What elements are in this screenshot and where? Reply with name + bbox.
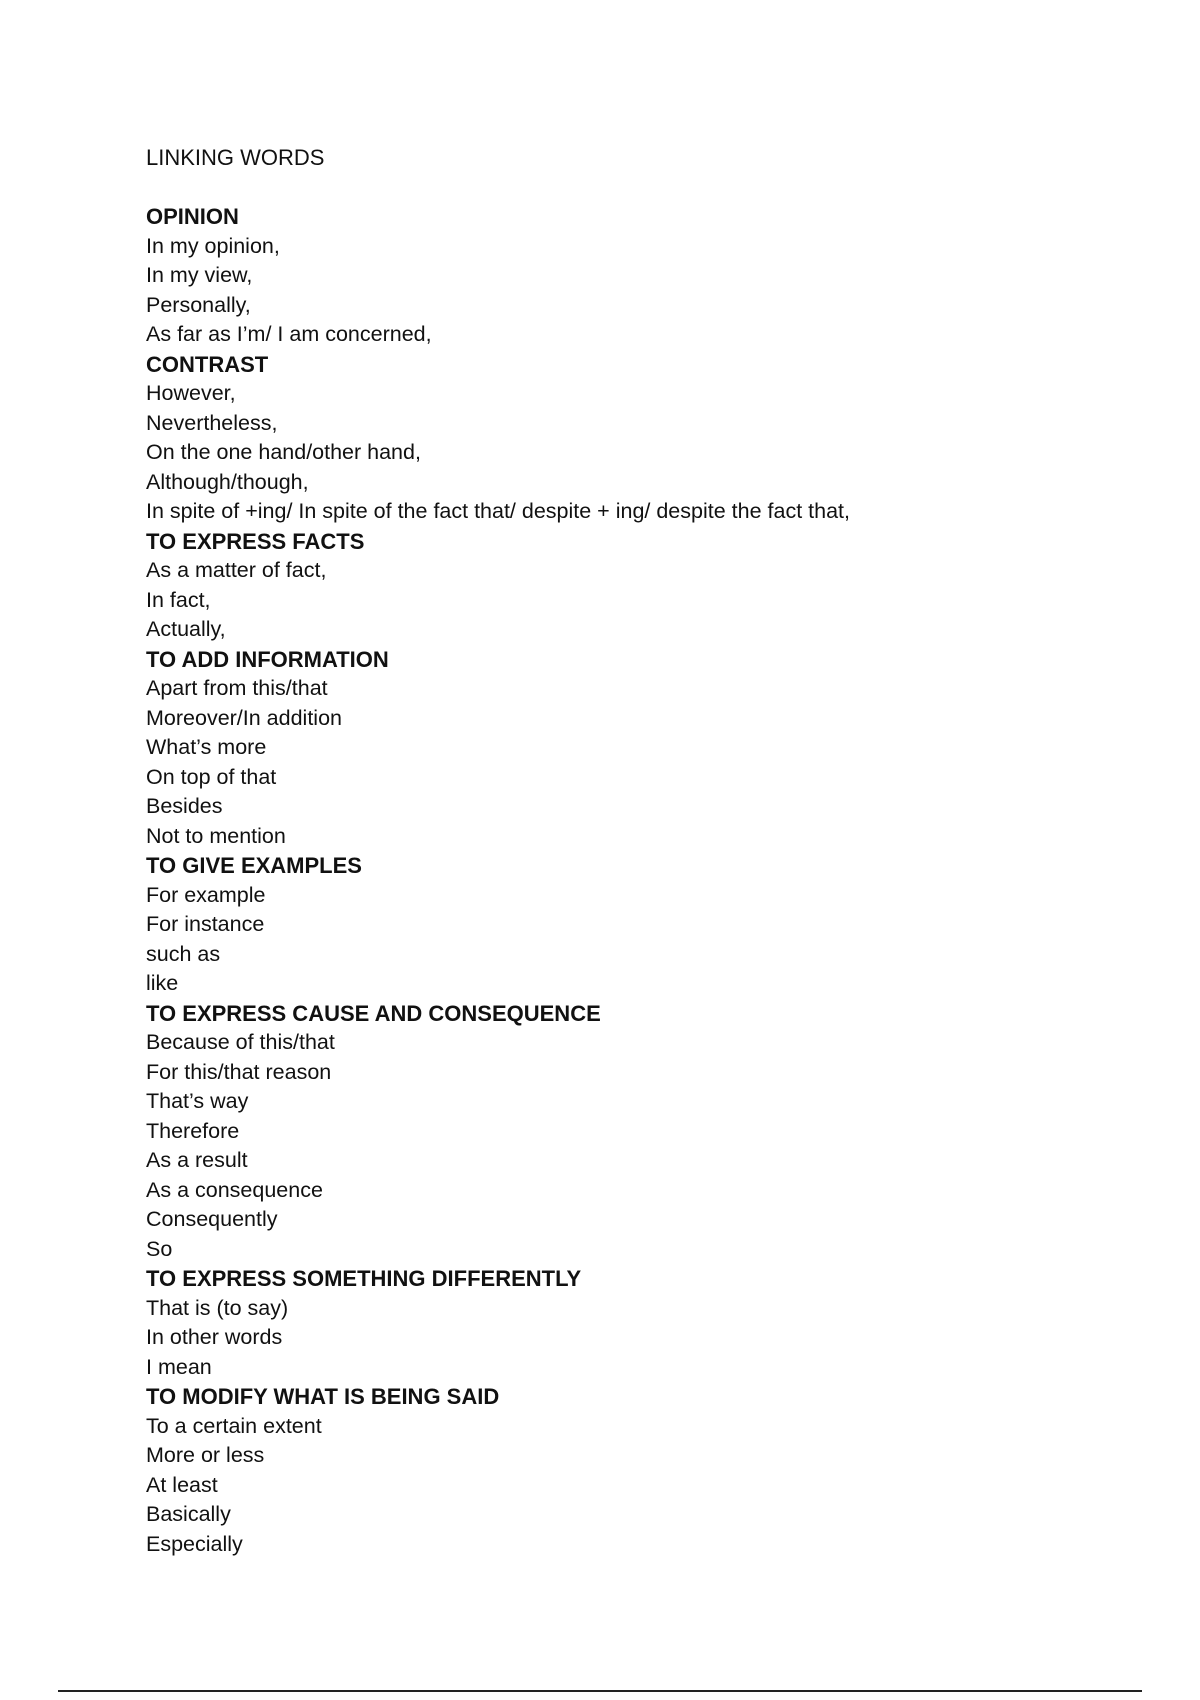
section [146,527,1146,645]
linking-phrase: Nevertheless, [146,410,278,435]
section-items [146,556,1146,645]
linking-phrase: As a matter of fact, [146,558,327,582]
section-items [146,232,1146,350]
linking-phrase: Although/though, [146,469,309,494]
section [146,999,1146,1265]
linking-phrase: As a consequence [146,1177,323,1202]
linking-phrase: In my opinion, [146,233,280,258]
linking-phrase: In spite of +ing/ In spite of the fact that/ despite + ing/ despite the fact that, [146,499,850,523]
section [146,851,1146,999]
linking-phrase: Besides [146,794,223,818]
linking-phrase: Personally, [146,292,251,317]
linking-phrase: That is (to say) [146,1295,289,1320]
section-heading: TO EXPRESS FACTS [146,528,365,554]
linking-phrase: At least [146,1472,218,1497]
linking-phrase: Therefore [146,1118,240,1143]
page-bottom-rule [58,1690,1142,1692]
linking-phrase: Actually, [146,617,226,641]
linking-phrase: Moreover/In addition [146,705,342,730]
linking-phrase: What’s more [146,735,267,759]
section-heading: OPINION [146,204,239,229]
linking-phrase: More or less [146,1443,265,1467]
linking-phrase: like [146,971,179,995]
section-items [146,674,1146,851]
linking-phrase: In my view, [146,263,253,287]
linking-phrase: Not to mention [146,823,286,848]
section [146,1382,1146,1559]
linking-phrase: Apart from this/that [146,676,328,700]
section-items [146,379,1146,527]
linking-phrase: I mean [146,1354,212,1379]
document-body [146,143,1146,1559]
linking-phrase: For example [146,882,266,907]
linking-phrase: Consequently [146,1207,278,1231]
linking-phrase: For instance [146,912,265,936]
section-heading: TO GIVE EXAMPLES [146,853,362,878]
section-items [146,1294,1146,1383]
linking-phrase: So [146,1236,173,1261]
section [146,1264,1146,1382]
linking-phrase: As a result [146,1148,248,1172]
section-heading: CONTRAST [146,351,269,377]
sections-list [146,202,1146,1559]
section-items [146,1028,1146,1264]
section-heading: TO EXPRESS SOMETHING DIFFERENTLY [146,1266,582,1291]
document-title: LINKING WORDS [146,145,325,170]
linking-phrase: To a certain extent [146,1413,322,1438]
linking-phrase: However, [146,381,236,405]
linking-phrase: On top of that [146,764,277,789]
linking-phrase: On the one hand/other hand, [146,440,421,464]
section [146,645,1146,852]
linking-phrase: For this/that reason [146,1059,332,1084]
linking-phrase: Basically [146,1502,231,1526]
section-heading: TO MODIFY WHAT IS BEING SAID [146,1384,500,1409]
section-items [146,1412,1146,1560]
linking-phrase: In other words [146,1325,283,1349]
section [146,350,1146,527]
linking-phrase: As far as I’m/ I am concerned, [146,322,432,346]
section [146,202,1146,350]
linking-phrase: In fact, [146,587,211,612]
section-heading: TO EXPRESS CAUSE AND CONSEQUENCE [146,1000,601,1026]
linking-phrase: That’s way [146,1089,249,1113]
linking-phrase: such as [146,941,221,966]
linking-phrase: Because of this/that [146,1030,335,1054]
linking-phrase: Especially [146,1531,243,1556]
section-items [146,881,1146,999]
section-heading: TO ADD INFORMATION [146,646,389,672]
title-spacer [146,173,1146,203]
